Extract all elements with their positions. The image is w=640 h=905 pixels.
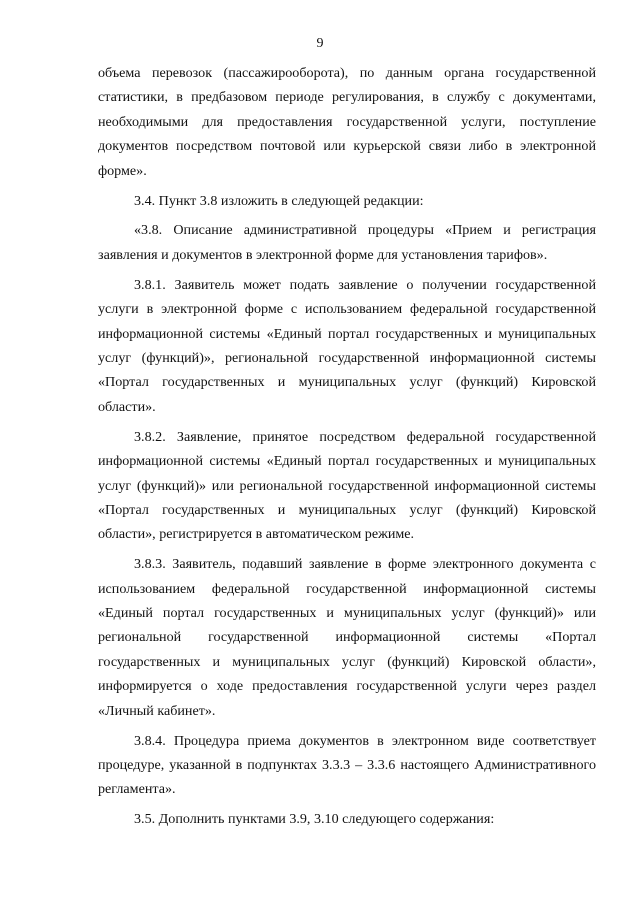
document-body — [98, 61, 596, 832]
paragraph-3-8: «3.8. Описание административной процедуры «Прием и регистрация заявления и документов в электронной форме для установления тарифов». — [98, 222, 596, 263]
paragraph-continuation: объема перевозок (пассажирооборота), по данным органа государственной статистики, в предбазовом периоде регулирования, в службу с документами, необходимыми для предоставления государственной услуги, поступление документов посредством почтовой или курьерской связи либо в электронной форме». — [98, 65, 596, 179]
paragraph-3-8-2: 3.8.2. Заявление, принятое посредством федеральной государственной информационной системы «Единый портал государственных и муниципальных услуг (функций)» или региональной государственной информационной системы «Портал государственных и муниципальных услуг (функций) Кировской области», регистрируется в автоматическом режиме. — [98, 428, 596, 543]
paragraph-3-4: 3.4. Пункт 3.8 изложить в следующей редакции: — [134, 192, 424, 209]
page-number: 9 — [316, 36, 324, 51]
paragraph-3-5: 3.5. Дополнить пунктами 3.9, 3.10 следующего содержания: — [134, 811, 495, 828]
paragraph-3-8-4: 3.8.4. Процедура приема документов в электронном виде соответствует процедуре, указанной в подпунктах 3.3.3 – 3.3.6 настоящего Административного регламента». — [98, 732, 596, 798]
paragraph-3-8-3: 3.8.3. Заявитель, подавший заявление в форме электронного документа с использованием федеральной государственной информационной системы «Единый портал государственных и муниципальных услуг (функций)» или региональной государственной информационной системы «Портал государственных и муниципальных услуг (функций) Кировской области», информируется о ходе предоставления государственной услуги через раздел «Личный кабинет». — [98, 556, 596, 719]
paragraph-3-8-1: 3.8.1. Заявитель может подать заявление о получении государственной услуги в электронной форме с использованием федеральной государственной информационной системы «Единый портал государственных и муниципальных услуг (функций)», региональной государственной информационной системы «Портал государственных и муниципальных услуг (функций) Кировской области». — [98, 276, 596, 415]
